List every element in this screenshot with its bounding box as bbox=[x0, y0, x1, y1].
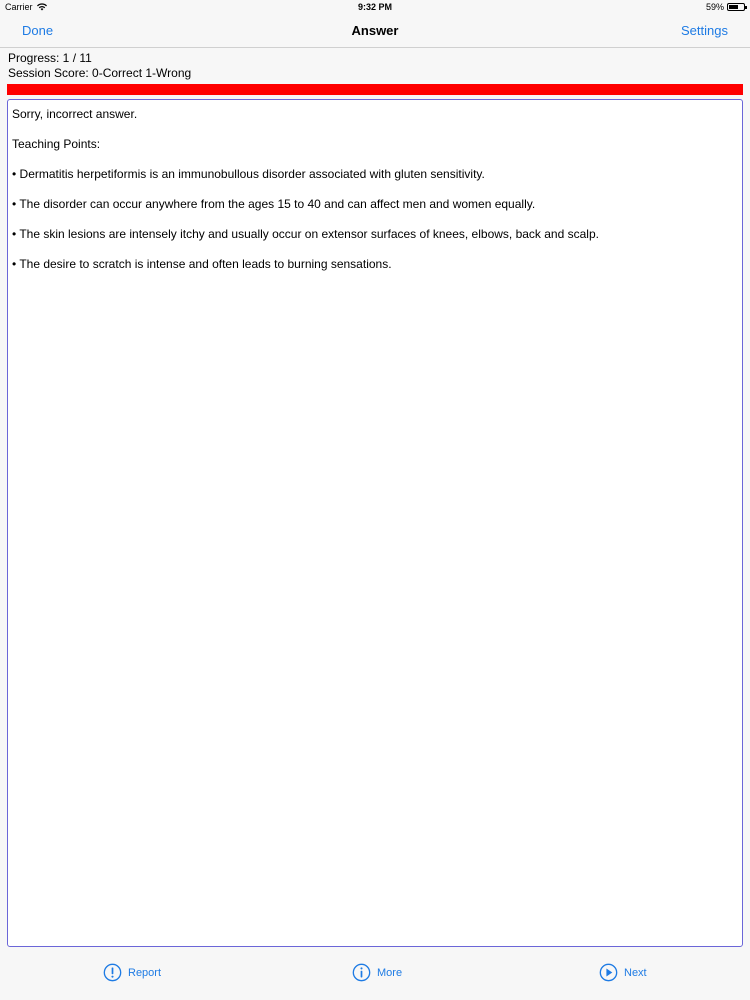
report-label: Report bbox=[128, 966, 162, 979]
carrier-label: Carrier bbox=[5, 2, 33, 12]
next-label: Next bbox=[624, 966, 647, 979]
battery-indicator bbox=[706, 0, 745, 14]
teaching-point: • The skin lesions are intensely itchy and usually occur on extensor surfaces of knees, elbows, back and scalp. bbox=[12, 227, 599, 241]
info-circle-icon bbox=[352, 963, 371, 982]
progress-bar bbox=[7, 84, 743, 95]
bottom-toolbar bbox=[0, 950, 750, 1000]
play-circle-icon bbox=[599, 963, 618, 982]
page-title: Answer bbox=[351, 23, 399, 38]
progress-label: Progress: 1 / 11 bbox=[8, 51, 92, 65]
battery-icon bbox=[727, 3, 745, 11]
teaching-point: • Dermatitis herpetiformis is an immunobullous disorder associated with gluten sensitivity. bbox=[12, 167, 485, 181]
navigation-bar bbox=[0, 14, 750, 48]
progress-bar-fill bbox=[7, 84, 743, 95]
answer-text-view[interactable] bbox=[7, 99, 743, 947]
status-bar bbox=[0, 0, 750, 14]
done-button[interactable]: Done bbox=[22, 23, 54, 38]
battery-percent: 59% bbox=[705, 2, 724, 12]
session-score: Session Score: 0-Correct 1-Wrong bbox=[8, 66, 192, 80]
result-message: Sorry, incorrect answer. bbox=[12, 107, 138, 121]
clock: 9:32 PM bbox=[357, 2, 392, 12]
settings-button[interactable]: Settings bbox=[681, 23, 728, 38]
teaching-point: • The desire to scratch is intense and often leads to burning sensations. bbox=[12, 257, 392, 271]
next-button[interactable] bbox=[599, 963, 647, 982]
report-button[interactable] bbox=[103, 963, 161, 982]
teaching-points-heading: Teaching Points: bbox=[12, 137, 101, 151]
more-label: More bbox=[377, 966, 403, 979]
more-button[interactable] bbox=[352, 963, 402, 982]
progress-info bbox=[8, 51, 191, 81]
teaching-point: • The disorder can occur anywhere from the ages 15 to 40 and can affect men and women equally. bbox=[12, 197, 536, 211]
exclamation-circle-icon bbox=[103, 963, 122, 982]
